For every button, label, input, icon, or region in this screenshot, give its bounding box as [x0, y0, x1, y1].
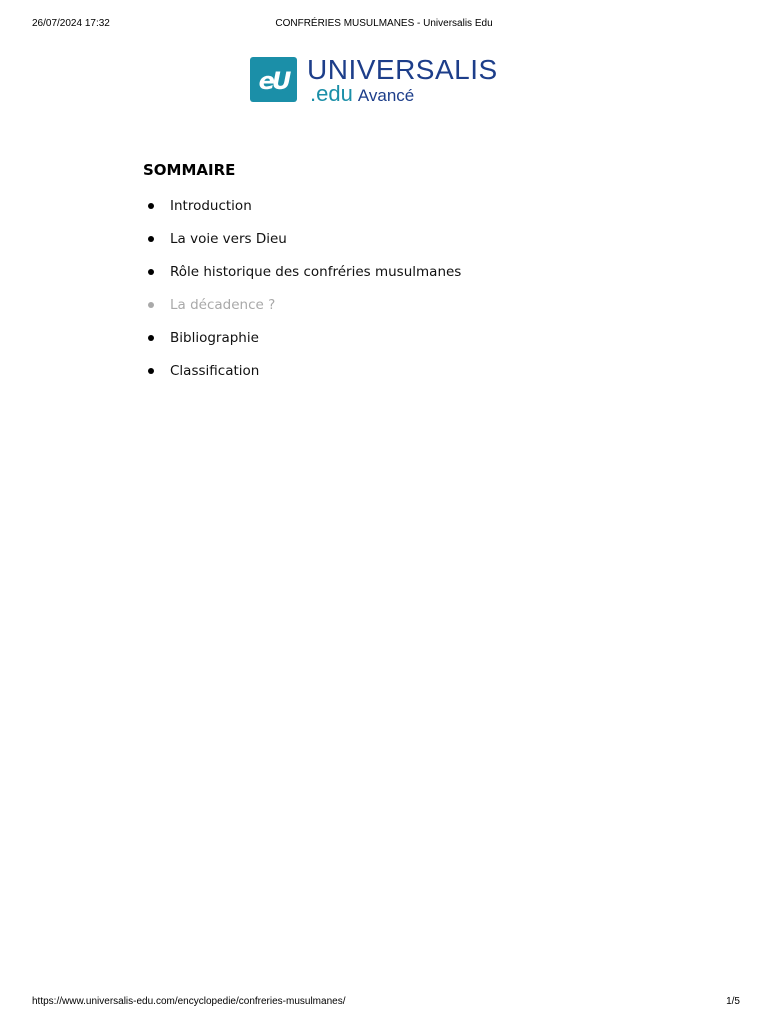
logo-subtitle	[310, 83, 414, 108]
summary-item-decadence[interactable]	[143, 295, 623, 328]
print-footer	[32, 996, 740, 1010]
bullet-icon	[148, 203, 154, 209]
summary-title: SOMMAIRE	[143, 161, 236, 179]
summary-list	[143, 196, 623, 394]
logo-mark-text: eU	[258, 67, 289, 95]
logo-suffix: .edu	[310, 81, 353, 106]
summary-item-label[interactable]: La décadence ?	[170, 297, 276, 313]
bullet-icon	[148, 368, 154, 374]
print-url: https://www.universalis-edu.com/encyclopedie/confreries-musulmanes/	[32, 996, 346, 1007]
table-of-contents	[143, 158, 623, 394]
page-indicator: 1/5	[726, 996, 740, 1007]
summary-item-label[interactable]: Bibliographie	[170, 330, 259, 346]
summary-item-classification[interactable]	[143, 361, 623, 394]
logo-wordmark: UNIVERSALIS	[307, 54, 498, 85]
bullet-icon	[148, 236, 154, 242]
bullet-icon	[148, 335, 154, 341]
summary-item-voie-vers-dieu[interactable]	[143, 229, 623, 262]
summary-item-label[interactable]: Classification	[170, 363, 260, 379]
bullet-icon	[148, 269, 154, 275]
print-header	[32, 18, 736, 32]
summary-item-introduction[interactable]	[143, 196, 623, 229]
print-document-title: CONFRÉRIES MUSULMANES - Universalis Edu	[275, 18, 493, 29]
logo-tier: Avancé	[357, 86, 415, 105]
summary-item-label[interactable]: Rôle historique des confréries musulmanes	[170, 264, 462, 280]
bullet-icon	[148, 302, 154, 308]
eu-logo-icon	[250, 57, 297, 102]
summary-item-bibliographie[interactable]	[143, 328, 623, 361]
summary-item-role-historique[interactable]	[143, 262, 623, 295]
summary-item-label[interactable]: Introduction	[170, 198, 252, 214]
universalis-edu-logo[interactable]	[250, 54, 530, 107]
summary-item-label[interactable]: La voie vers Dieu	[170, 231, 287, 247]
print-datetime: 26/07/2024 17:32	[32, 18, 110, 29]
